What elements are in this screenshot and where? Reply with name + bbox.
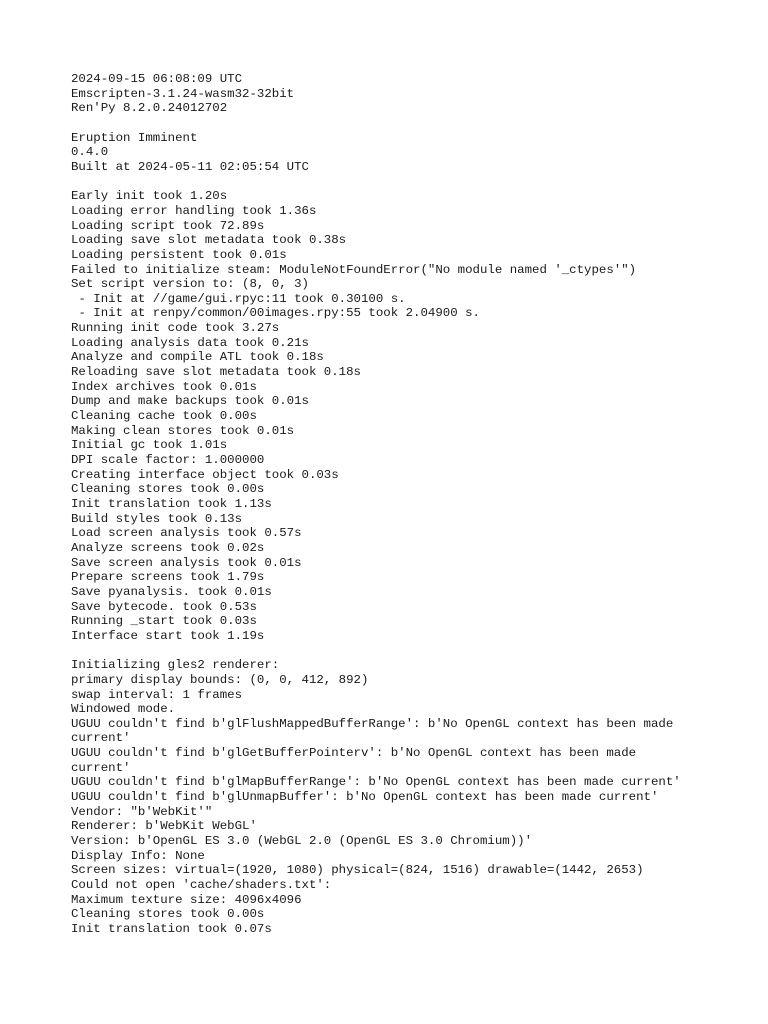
log-line: Dump and make backups took 0.01s [71, 394, 309, 409]
log-line: Loading error handling took 1.36s [71, 203, 317, 218]
log-line: Interface start took 1.19s [71, 628, 265, 643]
log-line: Save bytecode. took 0.53s [71, 599, 257, 614]
log-line: Analyze and compile ATL took 0.18s [71, 350, 324, 365]
log-line: 0.4.0 [71, 145, 109, 160]
log-line: Could not open 'cache/shaders.txt': [71, 878, 332, 893]
log-line: Screen sizes: virtual=(1920, 1080) physical=(824, 1516) drawable=(1442, 2653) [71, 863, 644, 878]
log-line: Initializing gles2 renderer: [71, 658, 280, 673]
log-line: UGUU couldn't find b'glGetBufferPointerv': b'No OpenGL context has been made [71, 746, 637, 761]
log-line: Failed to initialize steam: ModuleNotFoundError("No module named '_ctypes'") [71, 262, 637, 277]
log-line: Analyze screens took 0.02s [71, 540, 265, 555]
log-line: UGUU couldn't find b'glUnmapBuffer': b'No OpenGL context has been made current' [71, 790, 659, 805]
log-line: Build styles took 0.13s [71, 511, 243, 526]
log-line: Reloading save slot metadata took 0.18s [71, 365, 361, 380]
log-line: current' [71, 731, 131, 746]
log-line: Loading script took 72.89s [71, 218, 265, 233]
log-line: Save pyanalysis. took 0.01s [71, 584, 272, 599]
log-line: Vendor: "b'WebKit'" [71, 804, 213, 819]
log-line: Load screen analysis took 0.57s [71, 526, 302, 541]
log-line: current' [71, 760, 131, 775]
log-document [71, 72, 761, 951]
log-line: Running init code took 3.27s [71, 321, 280, 336]
log-block-init-timings [71, 189, 761, 643]
log-line: Renderer: b'WebKit WebGL' [71, 819, 257, 834]
log-line: Ren'Py 8.2.0.24012702 [71, 101, 228, 116]
log-line: Prepare screens took 1.79s [71, 570, 265, 585]
log-line: Creating interface object took 0.03s [71, 467, 339, 482]
log-line: Maximum texture size: 4096x4096 [71, 892, 302, 907]
log-line: Built at 2024-05-11 02:05:54 UTC [71, 159, 309, 174]
log-line: Loading persistent took 0.01s [71, 247, 287, 262]
log-line: Running _start took 0.03s [71, 614, 257, 629]
log-block-game-info [71, 131, 761, 175]
log-line: Init translation took 1.13s [71, 497, 272, 511]
log-line: Early init took 1.20s [71, 189, 228, 204]
log-line: UGUU couldn't find b'glMapBufferRange': b'No OpenGL context has been made current' [71, 775, 681, 790]
log-line: Loading analysis data took 0.21s [71, 335, 309, 350]
log-line: Eruption Imminent [71, 130, 198, 145]
log-line: swap interval: 1 frames [71, 687, 243, 702]
log-line: primary display bounds: (0, 0, 412, 892) [71, 672, 369, 687]
log-line: Emscripten-3.1.24-wasm32-32bit [71, 86, 295, 101]
log-line: Cleaning stores took 0.00s [71, 482, 265, 497]
log-line: - Init at //game/gui.rpyc:11 took 0.30100 s. [71, 291, 406, 306]
log-line: Cleaning stores took 0.00s [71, 907, 265, 922]
log-line: Loading save slot metadata took 0.38s [71, 233, 347, 248]
log-line: Init translation took 0.07s [71, 922, 272, 937]
log-line: Display Info: None [71, 848, 205, 863]
log-line: Cleaning cache took 0.00s [71, 409, 257, 424]
log-line: 2024-09-15 06:08:09 UTC [71, 72, 243, 86]
log-block-renderer [71, 658, 761, 936]
log-line: Set script version to: (8, 0, 3) [71, 277, 309, 292]
log-line: Save screen analysis took 0.01s [71, 555, 302, 570]
log-line: UGUU couldn't find b'glFlushMappedBufferRange': b'No OpenGL context has been made [71, 716, 674, 731]
log-line: Version: b'OpenGL ES 3.0 (WebGL 2.0 (OpenGL ES 3.0 Chromium))' [71, 834, 533, 849]
log-line: Windowed mode. [71, 702, 176, 717]
log-line: - Init at renpy/common/00images.rpy:55 took 2.04900 s. [71, 306, 480, 321]
log-line: DPI scale factor: 1.000000 [71, 453, 265, 468]
log-block-header [71, 72, 761, 116]
log-line: Making clean stores took 0.01s [71, 423, 295, 438]
log-line: Index archives took 0.01s [71, 379, 257, 394]
log-line: Initial gc took 1.01s [71, 438, 228, 453]
